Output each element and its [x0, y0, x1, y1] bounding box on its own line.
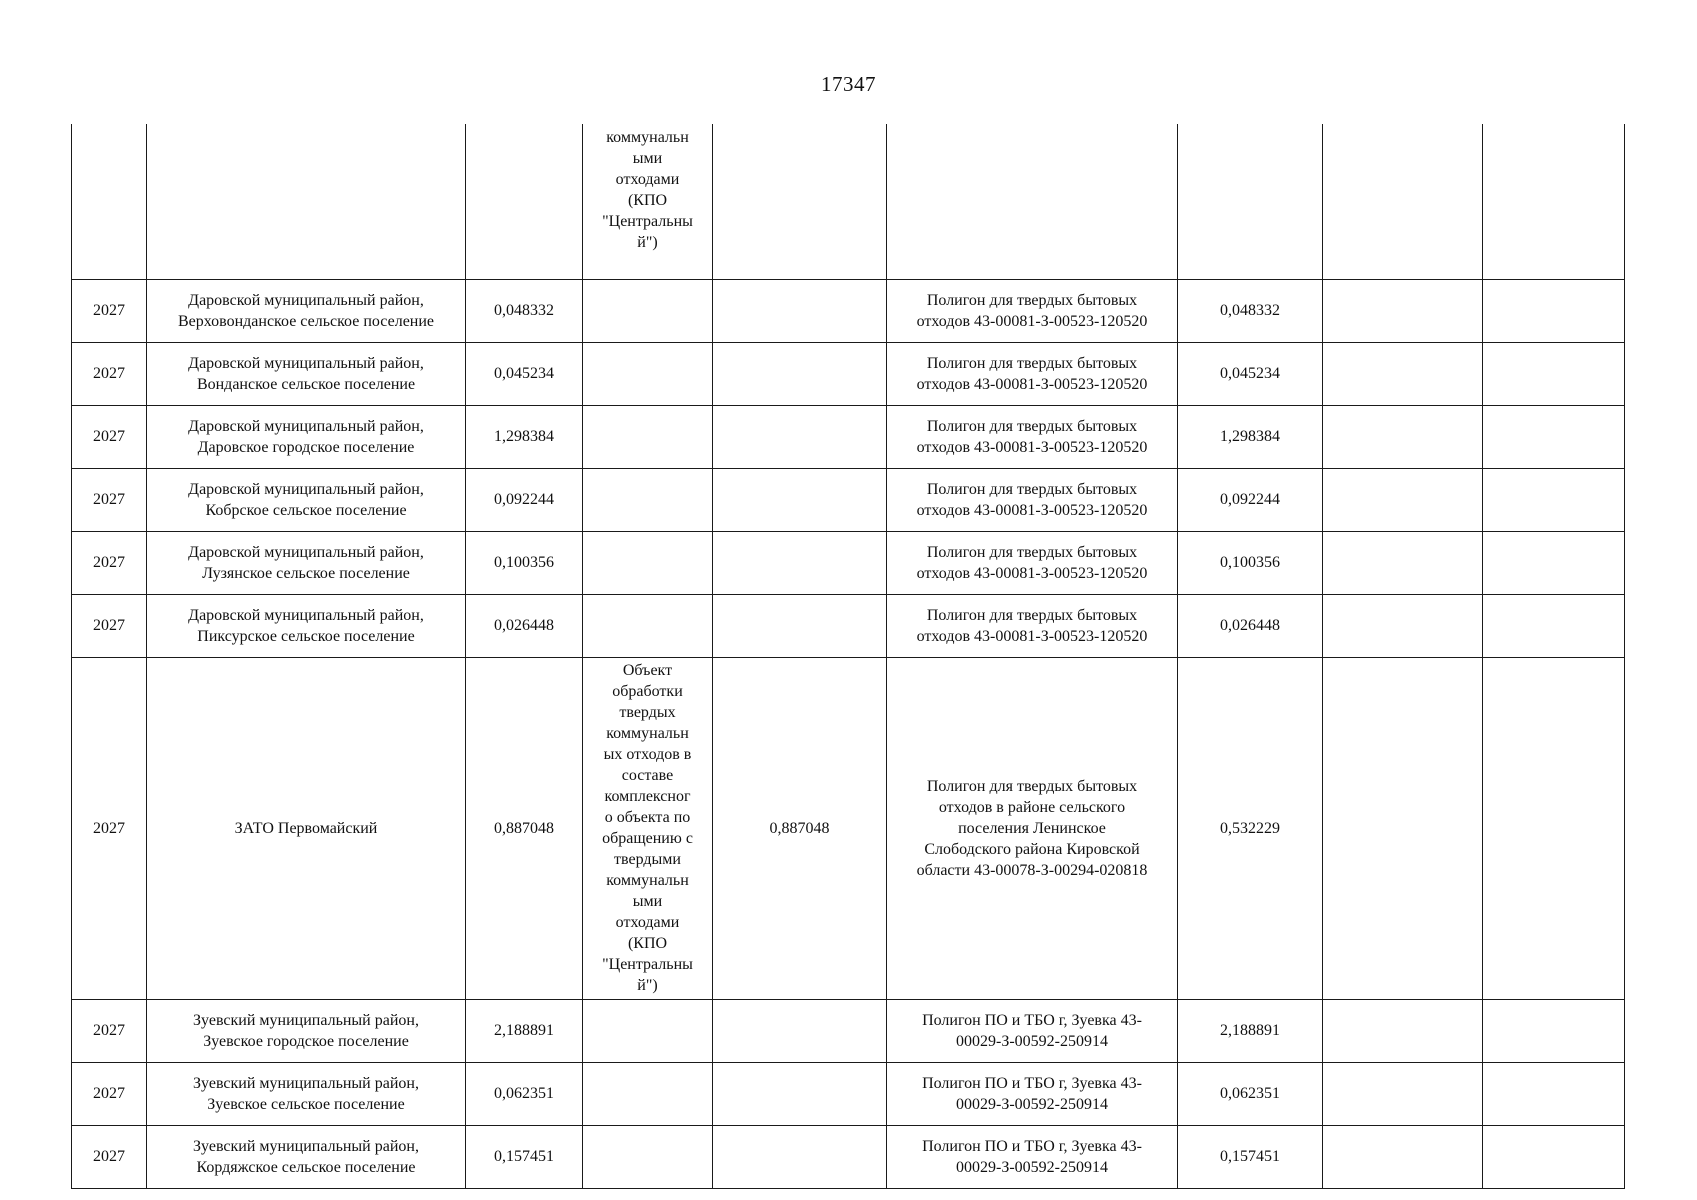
cell-mass: 0,045234: [466, 342, 583, 405]
cell-processing-facility: [583, 1062, 713, 1125]
cell-col9: [1483, 468, 1625, 531]
cell-processing-facility: [583, 1125, 713, 1188]
table-row: [72, 405, 1625, 468]
cell-disposal-facility: Полигон для твердых бытовых отходов 43-00081-З-00523-120520: [887, 279, 1178, 342]
cell-municipality: Зуевский муниципальный район, Кордяжское сельское поселение: [147, 1125, 466, 1188]
cell-disposal-mass: 0,062351: [1178, 1062, 1323, 1125]
cell-col9: [1483, 124, 1625, 279]
cell-processing-mass: [713, 279, 887, 342]
cell-col8: [1323, 124, 1483, 279]
cell-col9: [1483, 279, 1625, 342]
cell-col8: [1323, 405, 1483, 468]
cell-disposal-facility: Полигон для твердых бытовых отходов 43-00081-З-00523-120520: [887, 468, 1178, 531]
cell-mass: 1,298384: [466, 405, 583, 468]
table-row: [72, 1125, 1625, 1188]
cell-processing-mass: [713, 594, 887, 657]
cell-mass: 2,188891: [466, 999, 583, 1062]
table-row: [72, 999, 1625, 1062]
cell-municipality: Даровской муниципальный район, Верховонданское сельское поселение: [147, 279, 466, 342]
cell-mass: 0,157451: [466, 1125, 583, 1188]
cell-col9: [1483, 405, 1625, 468]
cell-municipality: Даровской муниципальный район, Лузянское сельское поселение: [147, 531, 466, 594]
cell-col8: [1323, 999, 1483, 1062]
cell-mass: 0,062351: [466, 1062, 583, 1125]
cell-processing-mass: [713, 342, 887, 405]
cell-disposal-facility: Полигон для твердых бытовых отходов 43-00081-З-00523-120520: [887, 594, 1178, 657]
cell-processing-facility: [583, 594, 713, 657]
cell-col8: [1323, 1062, 1483, 1125]
cell-processing-facility: [583, 468, 713, 531]
cell-col8: [1323, 657, 1483, 999]
cell-disposal-mass: 0,048332: [1178, 279, 1323, 342]
cell-mass: 0,092244: [466, 468, 583, 531]
cell-disposal-mass: 0,532229: [1178, 657, 1323, 999]
cell-mass: 0,100356: [466, 531, 583, 594]
cell-col8: [1323, 279, 1483, 342]
cell-year: 2027: [72, 1125, 147, 1188]
cell-year: 2027: [72, 531, 147, 594]
cell-col8: [1323, 594, 1483, 657]
cell-disposal-mass: 0,100356: [1178, 531, 1323, 594]
cell-col9: [1483, 1125, 1625, 1188]
cell-year: 2027: [72, 468, 147, 531]
cell-year: 2027: [72, 342, 147, 405]
cell-year: 2027: [72, 999, 147, 1062]
table-row: [72, 279, 1625, 342]
cell-col9: [1483, 657, 1625, 999]
cell-col9: [1483, 342, 1625, 405]
cell-processing-mass: [713, 124, 887, 279]
cell-processing-mass: [713, 468, 887, 531]
cell-col8: [1323, 468, 1483, 531]
cell-processing-mass: [713, 531, 887, 594]
cell-processing-facility: [583, 999, 713, 1062]
cell-disposal-facility: Полигон ПО и ТБО г, Зуевка 43- 00029-З-00592-250914: [887, 1125, 1178, 1188]
cell-processing-mass: [713, 999, 887, 1062]
cell-municipality: Даровской муниципальный район, Вонданское сельское поселение: [147, 342, 466, 405]
cell-disposal-mass: 0,092244: [1178, 468, 1323, 531]
table-row-continuation: [72, 124, 1625, 279]
cell-municipality: Зуевский муниципальный район, Зуевское сельское поселение: [147, 1062, 466, 1125]
table-row: [72, 531, 1625, 594]
cell-year: 2027: [72, 1062, 147, 1125]
cell-municipality: [147, 124, 466, 279]
cell-col9: [1483, 594, 1625, 657]
cell-processing-facility: коммунальн ыми отходами (КПО "Центральны й"): [583, 124, 713, 279]
cell-disposal-mass: 0,026448: [1178, 594, 1323, 657]
table-row: [72, 594, 1625, 657]
cell-processing-facility: [583, 405, 713, 468]
cell-disposal-facility: Полигон для твердых бытовых отходов 43-00081-З-00523-120520: [887, 405, 1178, 468]
cell-year: 2027: [72, 657, 147, 999]
cell-municipality: Даровской муниципальный район, Кобрское сельское поселение: [147, 468, 466, 531]
cell-disposal-facility: [887, 124, 1178, 279]
cell-year: 2027: [72, 594, 147, 657]
cell-col9: [1483, 1062, 1625, 1125]
cell-processing-mass: [713, 1062, 887, 1125]
table-row: [72, 1062, 1625, 1125]
cell-disposal-facility: Полигон для твердых бытовых отходов в районе сельского поселения Ленинское Слободского района Кировской области 43-00078-З-00294-020818: [887, 657, 1178, 999]
cell-mass: [466, 124, 583, 279]
table-row: [72, 657, 1625, 999]
cell-disposal-mass: [1178, 124, 1323, 279]
cell-col9: [1483, 999, 1625, 1062]
cell-year: 2027: [72, 405, 147, 468]
cell-processing-mass: [713, 1125, 887, 1188]
cell-processing-facility: [583, 531, 713, 594]
cell-processing-mass: 0,887048: [713, 657, 887, 999]
cell-processing-facility: [583, 279, 713, 342]
cell-municipality: Даровской муниципальный район, Даровское городское поселение: [147, 405, 466, 468]
cell-col8: [1323, 531, 1483, 594]
cell-disposal-facility: Полигон ПО и ТБО г, Зуевка 43- 00029-З-00592-250914: [887, 999, 1178, 1062]
page-number: 17347: [821, 72, 876, 96]
cell-disposal-facility: Полигон для твердых бытовых отходов 43-00081-З-00523-120520: [887, 342, 1178, 405]
table-row: [72, 342, 1625, 405]
cell-mass: 0,026448: [466, 594, 583, 657]
cell-col9: [1483, 531, 1625, 594]
cell-processing-facility: [583, 342, 713, 405]
cell-year: [72, 124, 147, 279]
cell-disposal-mass: 0,157451: [1178, 1125, 1323, 1188]
cell-disposal-facility: Полигон для твердых бытовых отходов 43-00081-З-00523-120520: [887, 531, 1178, 594]
cell-year: 2027: [72, 279, 147, 342]
cell-disposal-mass: 1,298384: [1178, 405, 1323, 468]
table-row: [72, 468, 1625, 531]
cell-processing-facility: Объект обработки твердых коммунальн ых отходов в составе комплексног о объекта по обращению с твердыми коммунальн ыми отходами (КПО "Центральны й"): [583, 657, 713, 999]
waste-flow-table: [71, 124, 1625, 1189]
cell-mass: 0,048332: [466, 279, 583, 342]
cell-mass: 0,887048: [466, 657, 583, 999]
cell-municipality: Зуевский муниципальный район, Зуевское городское поселение: [147, 999, 466, 1062]
cell-disposal-mass: 0,045234: [1178, 342, 1323, 405]
cell-processing-mass: [713, 405, 887, 468]
cell-disposal-mass: 2,188891: [1178, 999, 1323, 1062]
cell-disposal-facility: Полигон ПО и ТБО г, Зуевка 43- 00029-З-00592-250914: [887, 1062, 1178, 1125]
cell-municipality: ЗАТО Первомайский: [147, 657, 466, 999]
cell-col8: [1323, 342, 1483, 405]
cell-municipality: Даровской муниципальный район, Пиксурское сельское поселение: [147, 594, 466, 657]
cell-col8: [1323, 1125, 1483, 1188]
